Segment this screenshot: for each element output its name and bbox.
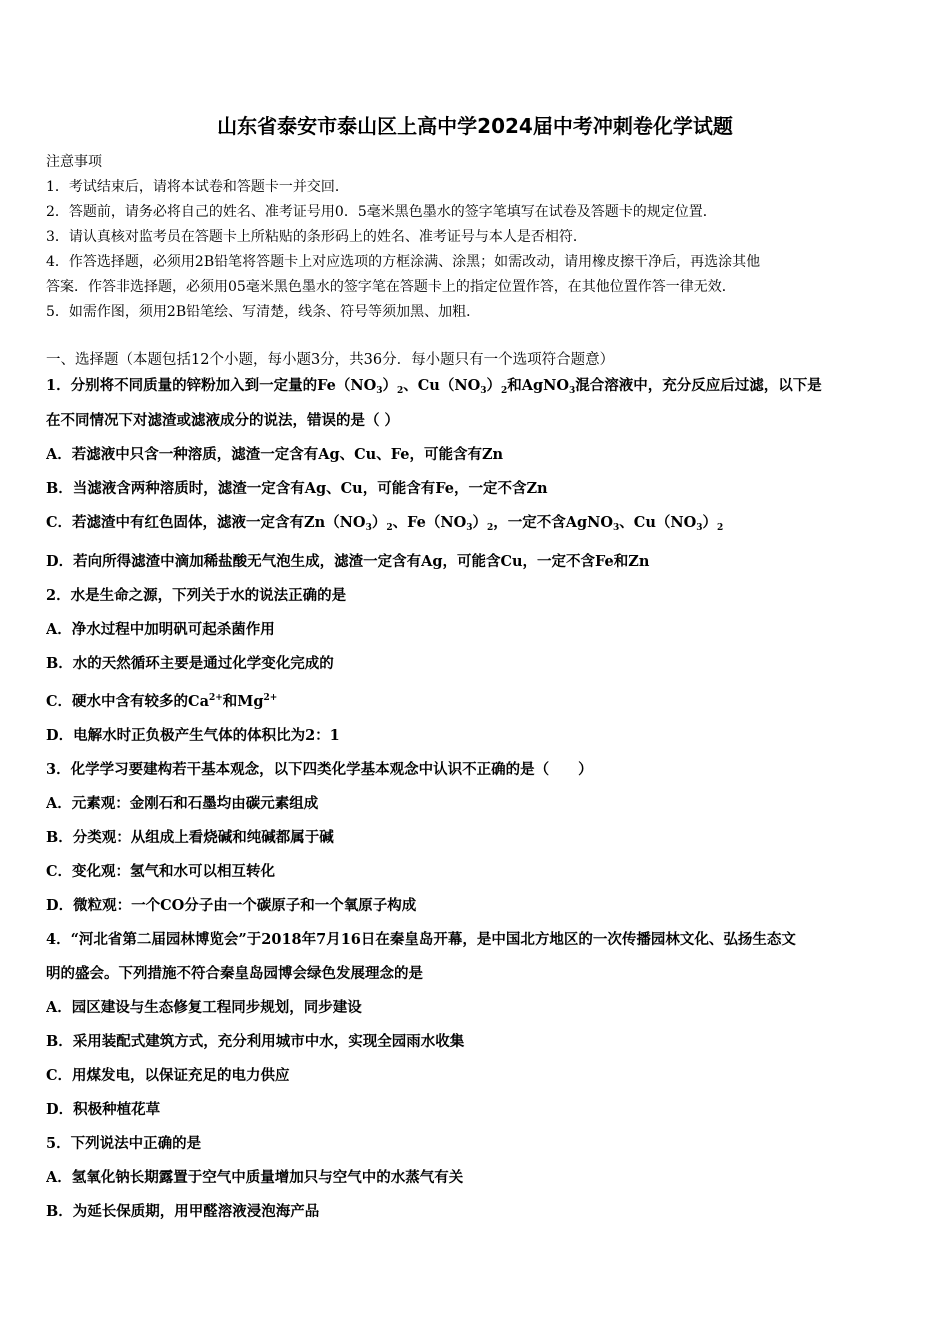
question-list bbox=[46, 347, 906, 1229]
option-text: C．若滤渣中有红色固体，滤液一定含有Zn（NO bbox=[46, 514, 366, 531]
subscript: 3 bbox=[365, 523, 372, 533]
superscript: 2+ bbox=[263, 693, 278, 703]
subscript: 3 bbox=[613, 523, 620, 533]
question-1-option-d: D．若向所得滤渣中滴加稀盐酸无气泡生成，滤渣一定含有Ag，可能含Cu，一定不含Fe和Zn bbox=[46, 553, 650, 570]
question-3-option-d: D．微粒观：一个CO分子由一个碳原子和一个氧原子构成 bbox=[46, 897, 417, 914]
option-text: 、Fe（NO bbox=[392, 514, 467, 531]
question-1-option-c bbox=[46, 506, 906, 545]
option-text: ） bbox=[472, 514, 487, 531]
subscript: 3 bbox=[376, 386, 383, 396]
question-1-stem bbox=[46, 373, 906, 404]
question-3-stem: 3．化学学习要建构若干基本观念，以下四类化学基本观念中认识不正确的是（ ） bbox=[46, 761, 593, 778]
subscript: 3 bbox=[466, 523, 473, 533]
page-title: 山东省泰安市泰山区上高中学2024届中考冲刺卷化学试题 bbox=[217, 114, 733, 138]
note-item: 4．作答选择题，必须用2B铅笔将答题卡上对应选项的方框涂满、涂黑；如需改动，请用橡皮擦干净后，再选涂其他 bbox=[46, 254, 761, 270]
notes-block bbox=[46, 150, 906, 325]
note-item: 答案．作答非选择题，必须用05毫米黑色墨水的签字笔在答题卡上的指定位置作答，在其他位置作答一律无效． bbox=[46, 279, 736, 295]
note-item: 1．考试结束后，请将本试卷和答题卡一并交回． bbox=[46, 179, 349, 195]
question-5-option-b: B．为延长保质期，用甲醛溶液浸泡海产品 bbox=[46, 1203, 320, 1220]
subscript: 3 bbox=[480, 386, 487, 396]
question-2-option-a: A．净水过程中加明矾可起杀菌作用 bbox=[46, 621, 275, 638]
subscript: 2 bbox=[486, 523, 494, 533]
question-4-option-c: C．用煤发电，以保证充足的电力供应 bbox=[46, 1067, 290, 1084]
question-2-stem: 2．水是生命之源，下列关于水的说法正确的是 bbox=[46, 587, 347, 604]
question-1-stem-line2: 在不同情况下对滤渣或滤液成分的说法，错误的是（ ） bbox=[46, 412, 400, 429]
subscript: 3 bbox=[569, 386, 576, 396]
question-1-option-b: B．当滤液含两种溶质时，滤渣一定含有Ag、Cu，可能含有Fe，一定不含Zn bbox=[46, 480, 548, 497]
superscript: 2+ bbox=[208, 693, 223, 703]
question-1-option-a: A．若滤液中只含一种溶质，滤渣一定含有Ag、Cu、Fe，可能含有Zn bbox=[46, 446, 504, 463]
option-text: C．硬水中含有较多的Ca bbox=[46, 693, 209, 710]
question-5-stem: 5．下列说法中正确的是 bbox=[46, 1135, 202, 1152]
option-text: ） bbox=[702, 514, 718, 531]
question-3-option-c: C．变化观：氢气和水可以相互转化 bbox=[46, 863, 276, 880]
stem-text: ） bbox=[486, 377, 501, 394]
question-3-option-b: B．分类观：从组成上看烧碱和纯碱都属于碱 bbox=[46, 829, 334, 846]
subscript: 2 bbox=[500, 386, 508, 396]
stem-text: 混合溶液中，充分反应后过滤，以下是 bbox=[575, 377, 822, 394]
question-4-option-a: A．园区建设与生态修复工程同步规划，同步建设 bbox=[46, 999, 362, 1016]
notes-heading: 注意事项 bbox=[46, 154, 102, 170]
stem-text: ） bbox=[382, 377, 397, 394]
option-text: ，一定不含AgNO bbox=[493, 514, 614, 531]
note-item: 3．请认真核对监考员在答题卡上所粘贴的条形码上的姓名、准考证号与本人是否相符． bbox=[46, 229, 587, 245]
option-text: ） bbox=[371, 514, 387, 531]
question-4-stem: 4．“河北省第二届园林博览会”于2018年7月16日在秦皇岛开幕，是中国北方地区的一次传播园林文化、弘扬生态文 bbox=[46, 931, 796, 948]
question-2-option-c bbox=[46, 681, 906, 719]
question-2-option-d: D．电解水时正负极产生气体的体积比为2：1 bbox=[46, 727, 340, 744]
question-4-option-b: B．采用装配式建筑方式，充分利用城市中水，实现全园雨水收集 bbox=[46, 1033, 465, 1050]
question-4-option-d: D．积极种植花草 bbox=[46, 1101, 161, 1118]
option-text: 、Cu（NO bbox=[619, 514, 697, 531]
note-item: 5．如需作图，须用2B铅笔绘、写清楚，线条、符号等须加黑、加粗． bbox=[46, 304, 481, 320]
question-2-option-b: B．水的天然循环主要是通过化学变化完成的 bbox=[46, 655, 334, 672]
stem-text: 1．分别将不同质量的锌粉加入到一定量的Fe（NO bbox=[46, 377, 377, 394]
question-4-stem-line2: 明的盛会。下列措施不符合秦皇岛园博会绿色发展理念的是 bbox=[46, 965, 423, 982]
option-text: 和Mg bbox=[222, 693, 264, 710]
subscript: 3 bbox=[696, 523, 703, 533]
subscript: 2 bbox=[386, 523, 393, 533]
note-item: 2．答题前，请务必将自己的姓名、准考证号用0．5毫米黑色墨水的签字笔填写在试卷及答题卡的规定位置． bbox=[46, 204, 717, 220]
subscript: 2 bbox=[396, 386, 404, 396]
section-heading: 一、选择题（本题包括12个小题，每小题3分，共36分．每小题只有一个选项符合题意） bbox=[46, 352, 615, 368]
question-3-option-a: A．元素观：金刚石和石墨均由碳元素组成 bbox=[46, 795, 319, 812]
question-5-option-a: A．氢氧化钠长期露置于空气中质量增加只与空气中的水蒸气有关 bbox=[46, 1169, 464, 1186]
stem-text: 、Cu（NO bbox=[403, 377, 481, 394]
stem-text: 和AgNO bbox=[507, 377, 570, 394]
subscript: 2 bbox=[717, 523, 724, 533]
